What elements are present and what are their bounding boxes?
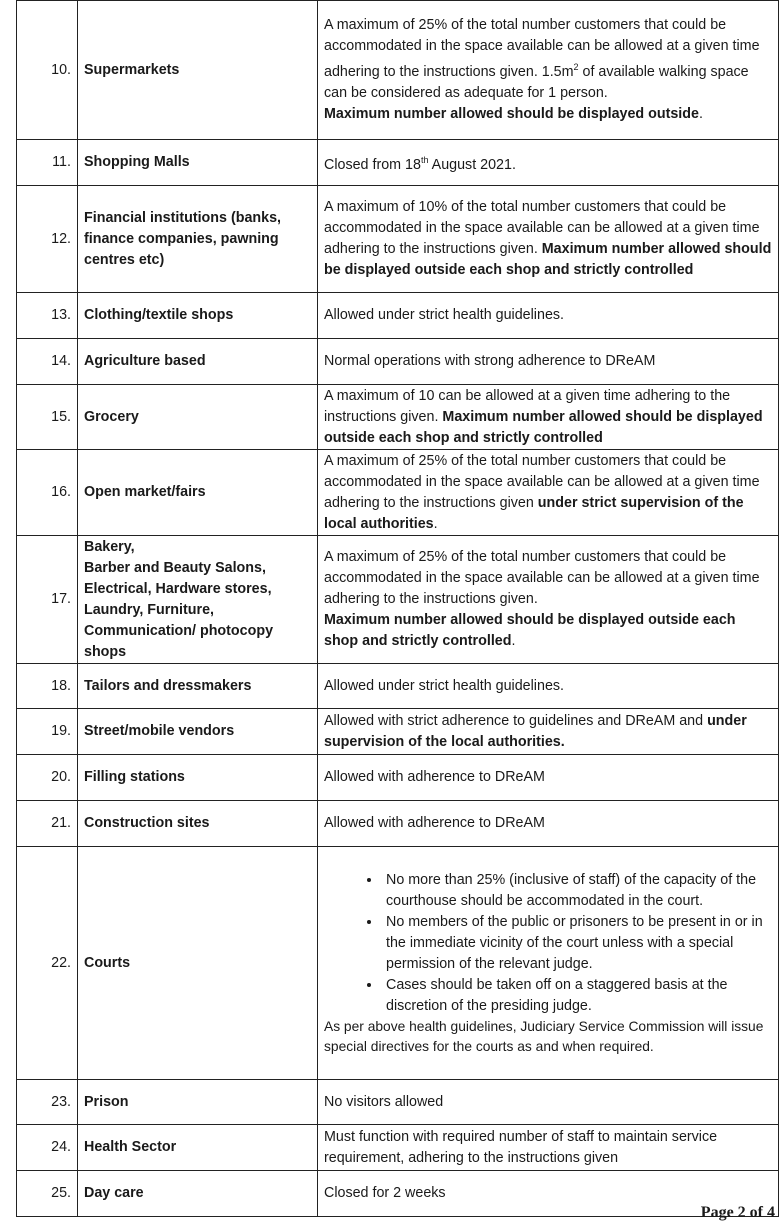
- row-category: Open market/fairs: [78, 450, 318, 536]
- row-detail: A maximum of 25% of the total number customers that could be accommodated in the space available can be allowed at a given time adhering to the instructions given under strict supervision of the local authorities.: [318, 450, 779, 536]
- row-category: Clothing/textile shops: [78, 293, 318, 339]
- row-category: Shopping Malls: [78, 140, 318, 186]
- page-number: Page 2 of 4: [700, 1204, 775, 1221]
- row-number: 15.: [17, 385, 78, 450]
- row-category: Grocery: [78, 385, 318, 450]
- row-category: Day care: [78, 1171, 318, 1217]
- row-category: Tailors and dressmakers: [78, 664, 318, 709]
- table-row: [17, 339, 779, 385]
- row-number: 23.: [17, 1080, 78, 1125]
- row-category: Courts: [78, 847, 318, 1080]
- row-detail: A maximum of 25% of the total number customers that could be accommodated in the space available can be allowed at a given time adhering to the instructions given. Maximum number allowed should be displayed outside each shop and strictly controlled.: [318, 536, 779, 664]
- category-line: Barber and Beauty Salons,: [84, 559, 266, 576]
- category-line: Laundry, Furniture,: [84, 601, 214, 618]
- row-category: Health Sector: [78, 1125, 318, 1171]
- category-line: Bakery,: [84, 538, 135, 555]
- category-line: Communication/ photocopy shops: [84, 622, 274, 660]
- row-number: 13.: [17, 293, 78, 339]
- table-row: [17, 664, 779, 709]
- row-detail: Normal operations with strong adherence to DReAM: [318, 339, 779, 385]
- table-row: [17, 801, 779, 847]
- row-category: Agriculture based: [78, 339, 318, 385]
- row-category: Construction sites: [78, 801, 318, 847]
- row-number: 14.: [17, 339, 78, 385]
- list-item: • Cases should be taken off on a staggered basis at the discretion of the presiding judge.: [382, 975, 772, 1017]
- row-category: Financial institutions (banks, finance companies, pawning centres etc): [78, 186, 318, 293]
- row-number: 22.: [17, 847, 78, 1080]
- row-number: 25.: [17, 1171, 78, 1217]
- row-detail: A maximum of 10% of the total number customers that could be accommodated in the space available can be allowed at a given time adhering to the instructions given. Maximum number allowed should be displayed outside each shop and strictly controlled: [318, 186, 779, 293]
- table-row: [17, 385, 779, 450]
- row-category: Prison: [78, 1080, 318, 1125]
- table-row: [17, 1080, 779, 1125]
- row-detail: A maximum of 25% of the total number customers that could be accommodated in the space available can be allowed at a given time adhering to the instructions given. $1.5m^2$ of available walking space can be considered as adequate for 1 person. Maximum number allowed should be displayed outside.: [318, 1, 779, 140]
- row-detail: Allowed under strict health guidelines.: [318, 664, 779, 709]
- category-line: Electrical, Hardware stores,: [84, 580, 272, 597]
- row-number: 10.: [17, 1, 78, 140]
- court-guidelines-list: [324, 870, 772, 1017]
- row-number: 12.: [17, 186, 78, 293]
- row-number: 21.: [17, 801, 78, 847]
- table-row: [17, 140, 779, 186]
- row-number: 17.: [17, 536, 78, 664]
- table-row: [17, 1125, 779, 1171]
- table-row: [17, 293, 779, 339]
- table-row: [17, 450, 779, 536]
- list-item: • No more than 25% (inclusive of staff) of the capacity of the courthouse should be accommodated in the court.: [382, 870, 772, 912]
- guidelines-table: [16, 0, 779, 1217]
- row-detail: Allowed with adherence to DReAM: [318, 801, 779, 847]
- row-detail: Allowed under strict health guidelines.: [318, 293, 779, 339]
- table-row: [17, 536, 779, 664]
- row-detail: Closed for 2 weeks: [318, 1171, 779, 1217]
- row-category: Filling stations: [78, 755, 318, 801]
- table-row: [17, 1, 779, 140]
- row-number: 20.: [17, 755, 78, 801]
- row-detail: [318, 847, 779, 1080]
- table-row: [17, 755, 779, 801]
- row-category: Supermarkets: [78, 1, 318, 140]
- row-category: Street/mobile vendors: [78, 709, 318, 755]
- table-row: [17, 847, 779, 1080]
- row-number: 24.: [17, 1125, 78, 1171]
- row-detail: No visitors allowed: [318, 1080, 779, 1125]
- table-row: [17, 1171, 779, 1217]
- row-number: 16.: [17, 450, 78, 536]
- court-note: As per above health guidelines, Judiciary Service Commission will issue special directives for the courts as and when required.: [324, 1018, 764, 1054]
- table-row: [17, 186, 779, 293]
- table-row: [17, 709, 779, 755]
- row-detail: Allowed with strict adherence to guidelines and DReAM and under supervision of the local authorities.: [318, 709, 779, 755]
- row-number: 11.: [17, 140, 78, 186]
- row-category: [78, 536, 318, 664]
- row-detail: Closed from 18th August 2021.: [318, 140, 779, 186]
- row-number: 19.: [17, 709, 78, 755]
- row-number: 18.: [17, 664, 78, 709]
- row-detail: Must function with required number of staff to maintain service requirement, adhering to the instructions given: [318, 1125, 779, 1171]
- row-detail: A maximum of 10 can be allowed at a given time adhering to the instructions given. Maximum number allowed should be displayed outside each shop and strictly controlled: [318, 385, 779, 450]
- row-detail: Allowed with adherence to DReAM: [318, 755, 779, 801]
- list-item: • No members of the public or prisoners to be present in or in the immediate vicinity of the court unless with a special permission of the relevant judge.: [382, 912, 772, 975]
